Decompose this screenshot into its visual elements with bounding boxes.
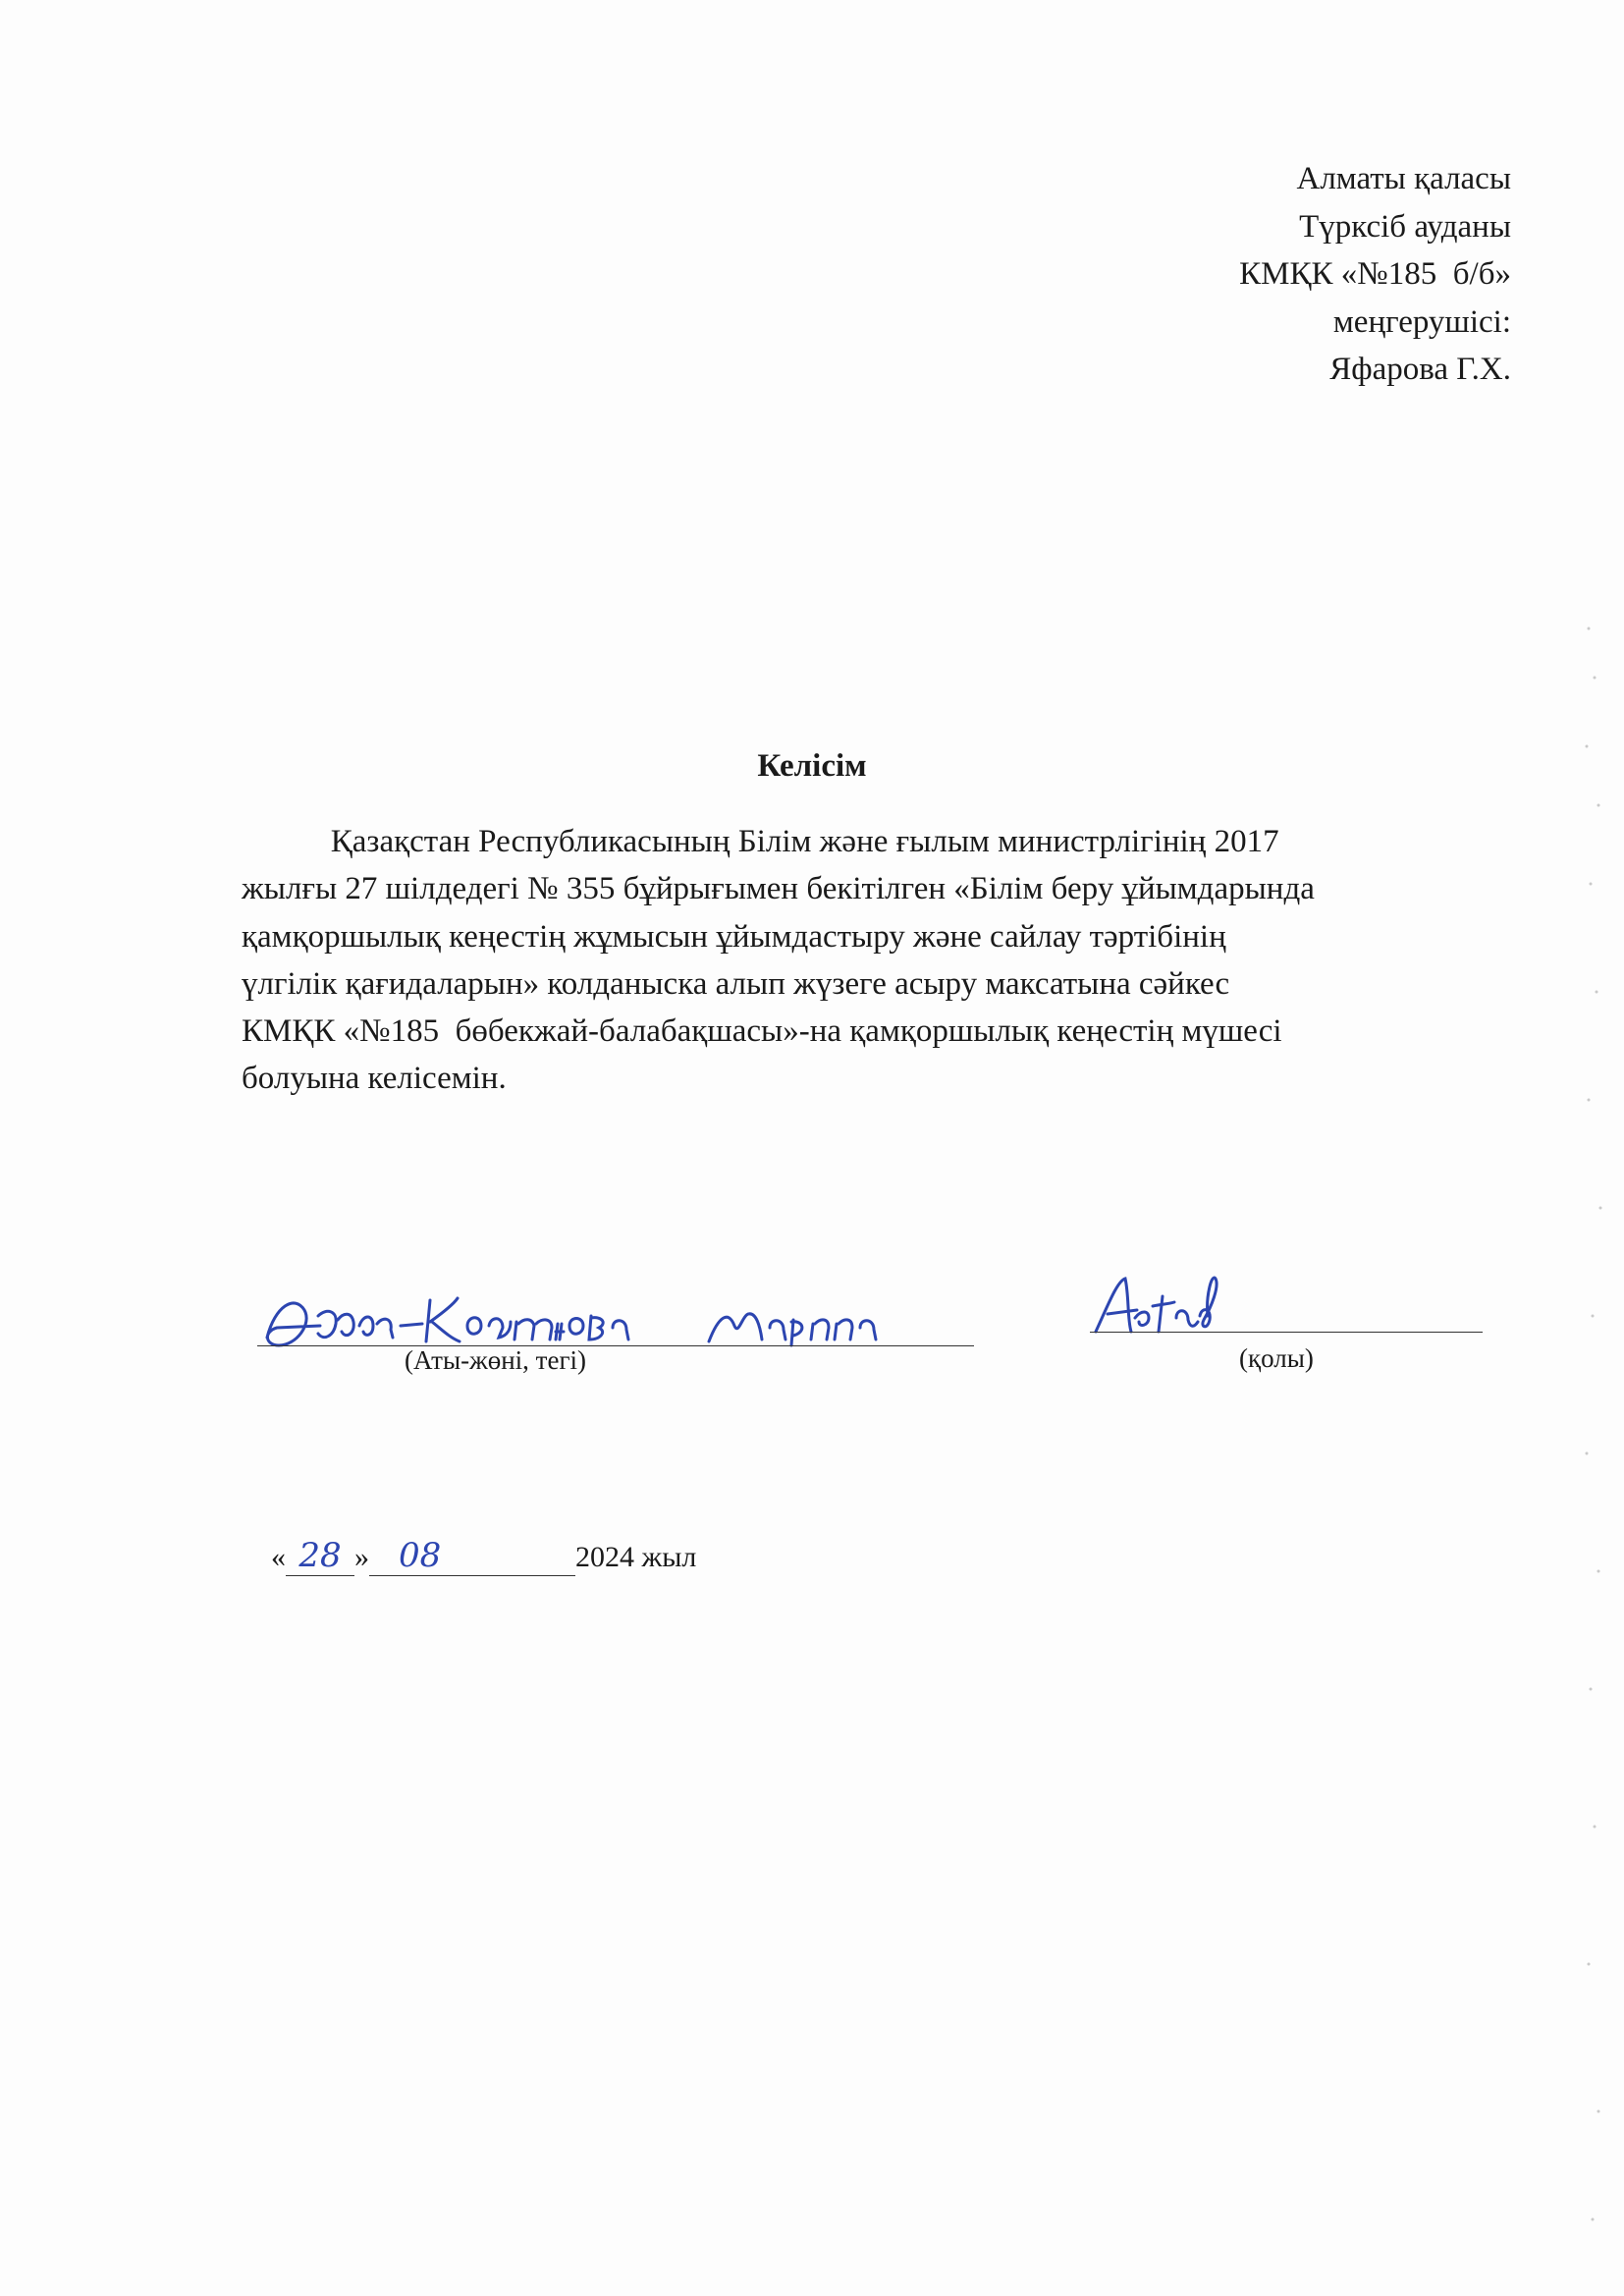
paragraph-line: Қазақстан Республикасының Білім және ғылым министрлігінің 2017 <box>242 824 1279 859</box>
paragraph-line: қамқоршылық кеңестің жұмысын ұйымдастыру және сайлау тәртібінің <box>242 918 1226 955</box>
signature-image <box>1090 1267 1237 1345</box>
name-caption: (Аты-жөні, тегі) <box>405 1345 587 1375</box>
addressee-block <box>1239 155 1511 394</box>
date-day: 28 <box>286 1536 354 1576</box>
name-line <box>257 1345 974 1346</box>
document-title: Келісім <box>757 748 867 784</box>
addressee-name: Яфарова Г.Х. <box>1329 352 1511 387</box>
addressee-district: Түрксіб ауданы <box>1299 208 1511 245</box>
scan-artifacts <box>1530 0 1624 2296</box>
paragraph-line: КМҚК «№185 бөбекжай-балабақшасы»-на қамқоршылық кеңестің мүшесі <box>242 1013 1282 1050</box>
addressee-position: меңгерушісі: <box>1332 303 1511 340</box>
paragraph-line: үлгілік қағидаларын» колданыска алып жүзеге асыру максатына сәйкес <box>242 965 1230 1002</box>
date-close-quote: » <box>354 1541 369 1573</box>
consent-paragraph <box>242 818 1518 1103</box>
date-row <box>242 1503 696 1610</box>
date-year: 2024 жыл <box>575 1541 697 1573</box>
date-open-quote: « <box>271 1541 286 1573</box>
signature-caption: (қолы) <box>1239 1343 1314 1373</box>
handwritten-name <box>257 1277 984 1370</box>
addressee-institution: КМҚК «№185 б/б» <box>1239 256 1511 292</box>
addressee-city: Алматы қаласы <box>1296 161 1511 196</box>
date-month: 08 <box>369 1536 575 1576</box>
paragraph-line: болуына келісемін. <box>242 1061 507 1097</box>
paragraph-line: жылғы 27 шілдедегі № 355 бұйрығымен бекітілген «Білім беру ұйымдарында <box>242 871 1315 907</box>
signature-line <box>1090 1332 1483 1333</box>
